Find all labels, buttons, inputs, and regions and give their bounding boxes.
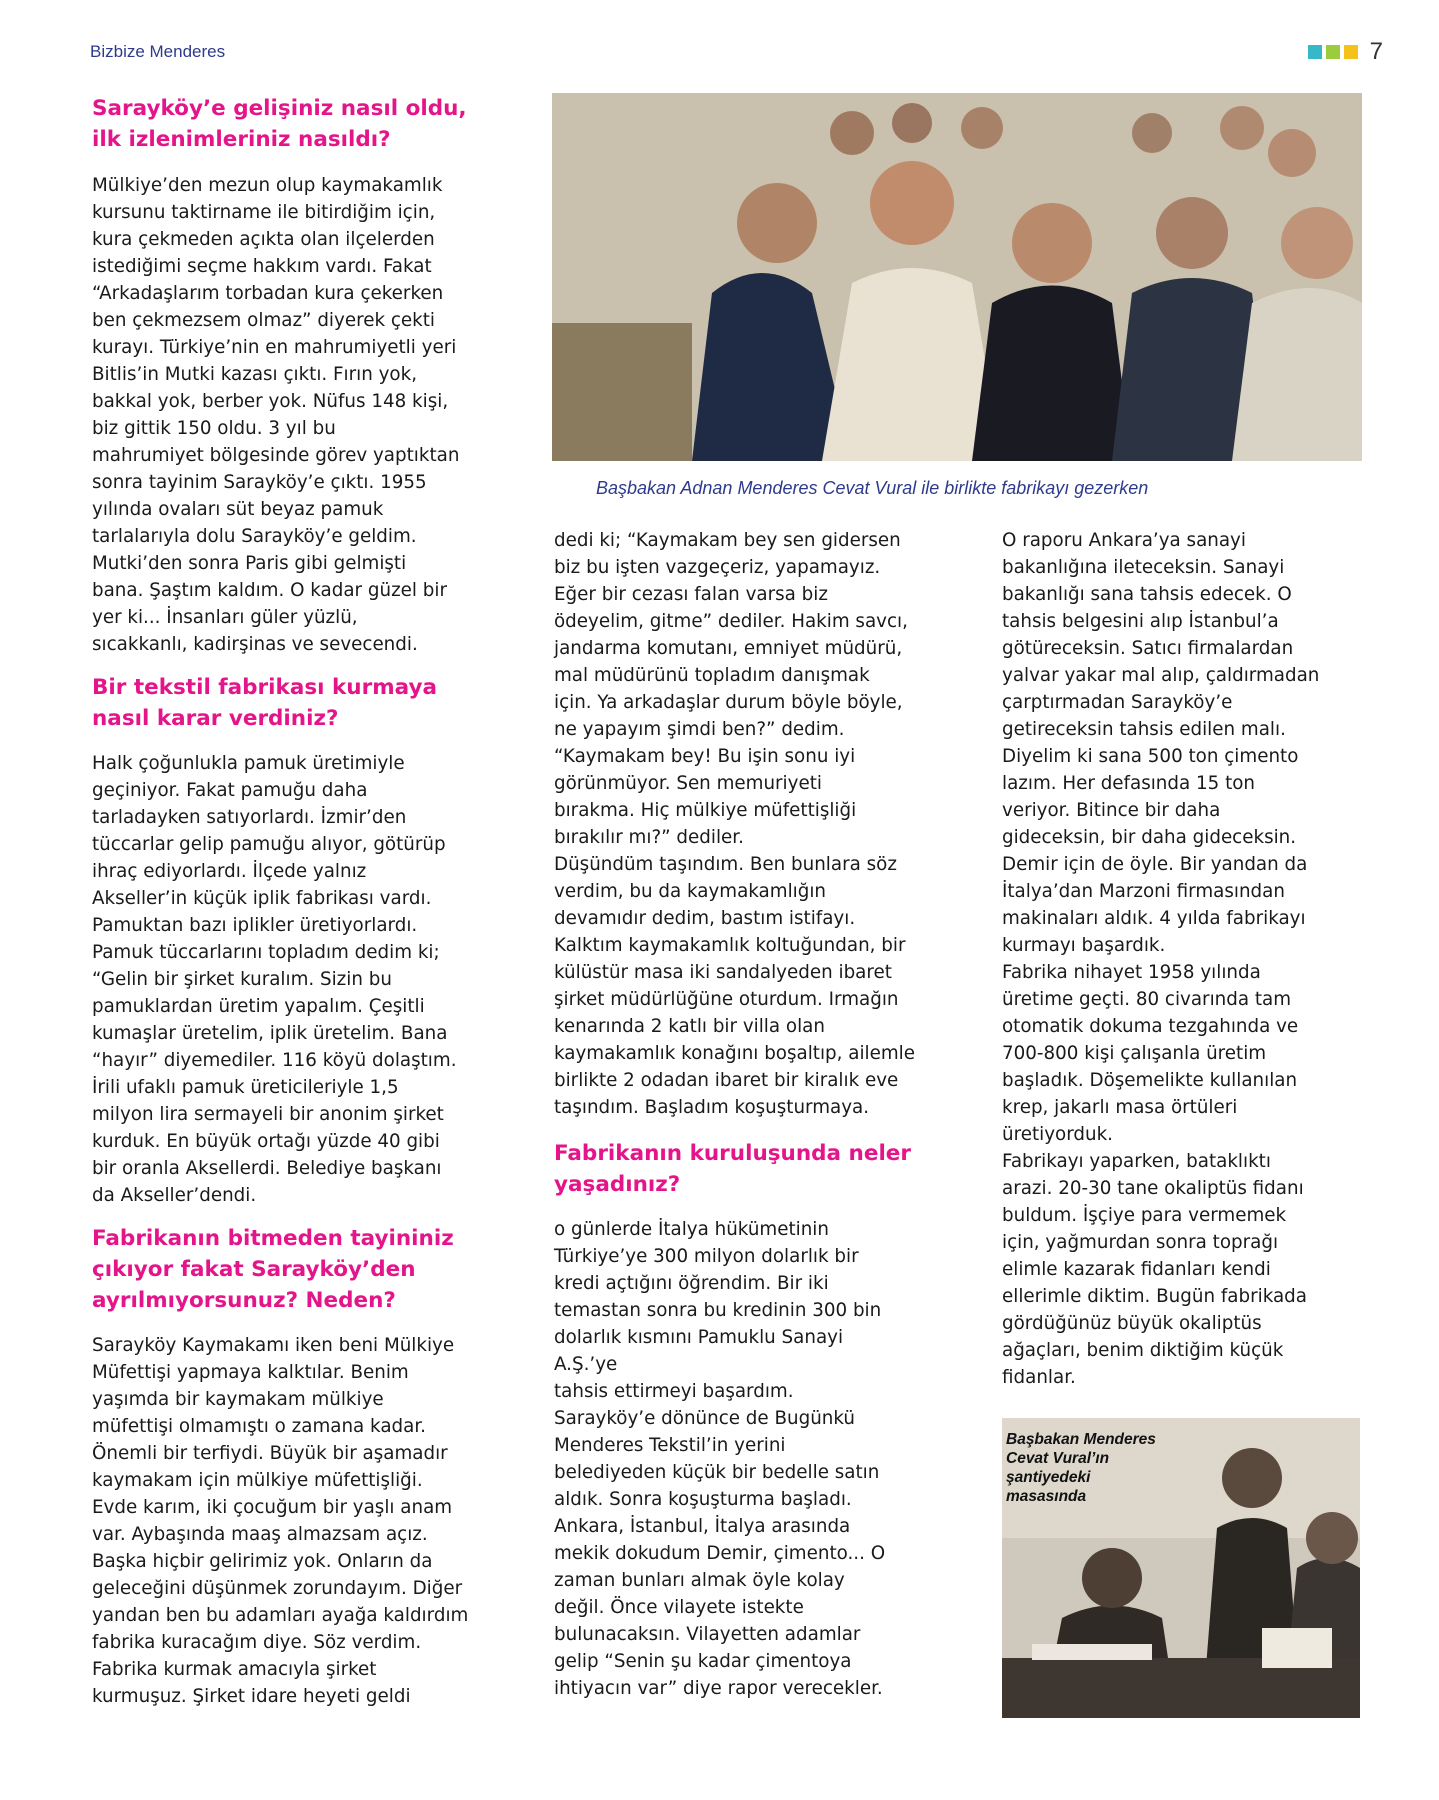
question-heading-4: Fabrikanın kuruluşunda neler yaşadınız? — [554, 1141, 911, 1197]
teal-square-icon — [1308, 45, 1322, 59]
photo-caption-2: Başbakan Menderes Cevat Vural’ın şantiyedeki masasında — [1006, 1431, 1156, 1505]
page-number: 7 — [1369, 38, 1383, 65]
question-heading-1: Sarayköy’e gelişiniz nasıl oldu, ilk izlenimleriniz nasıldı? — [92, 96, 467, 152]
column-2 — [554, 527, 959, 1702]
group-of-men-illustration — [552, 93, 1362, 461]
answer-1: Mülkiye’den mezun olup kaymakamlık kursunu taktirname ile bitirdiğim için, kura çekmeden açıkta olan ilçelerden istediğimi seçme hakkım vardı. Fakat “Arkadaşlarım torbadan kura çekerken ben çekmezsem olmaz” diyerek çekti kurayı. Türkiye’nin en mahrumiyetli yeri Bitlis’in Mutki kazası çıktı. Fırın yok, bakkal yok, berber yok. Nüfus 148 kişi, biz gittik 150 oldu. 3 yıl bu mahrumiyet bölgesinde görev yaptıktan sonra tayinim Sarayköy’e çıktı. 1955 yılında ovaları süt beyaz pamuk tarlalarıyla dolu Sarayköy’e geldim. Mutki’den sonra Paris gibi gelmişti bana. Şaştım kaldım. O kadar güzel bir yer ki... İnsanları güler yüzlü, sıcakkanlı, kadirşinas ve sevecendi. — [92, 175, 460, 655]
photo-caption-1: Başbakan Adnan Menderes Cevat Vural ile birlikte fabrikayı gezerken — [596, 478, 1149, 498]
photo-menderes-factory-visit — [552, 93, 1362, 461]
answer-3-continued: dedi ki; “Kaymakam bey sen gidersen biz bu işten vazgeçeriz, yapamayız. Eğer bir cezası falan varsa biz ödeyelim, gitme” dediler. Hakim savcı, jandarma komutanı, emniyet müdürü, mal müdürünü topladım danışmak için. Ya arkadaşlar durum böyle böyle, ne yapayım şimdi ben?” dedim. “Kaymakam bey! Bu işin sonu iyi görünmüyor. Sen memuriyeti bırakma. Hiç mülkiye müfettişliği bırakılır mı?” dediler. Düşündüm taşındım. Ben bunlara söz verdim, bu da kaymakamlığın devamıdır dedim, bastım istifayı. Kalktım kaymakamlık koltuğundan, bir külüstür masa iki sandalyeden ibaret şirket müdürlüğüne oturdum. Irmağın kenarında 2 katlı bir villa olan kaymakamlık konağını boşaltıp, ailemle birlikte 2 odadan ibaret bir kiralık eve taşındım. Başladım koşuşturmaya. — [554, 530, 916, 1118]
answer-4-continued: O raporu Ankara’ya sanayi bakanlığına ileteceksin. Sanayi bakanlığı sana tahsis edecek. O tahsis belgesini alıp İstanbul’a götüreceksin. Satıcı firmalardan yalvar yakar mal alıp, çaldırmadan çarptırmadan Sarayköy’e getireceksin tahsis edilen malı. Diyelim ki sana 500 ton çimento lazım. Her defasında 15 ton veriyor. Bitince bir daha gideceksin, bir daha gideceksin. Demir için de öyle. Bir yandan da İtalya’dan Marzoni firmasından makinaları aldık. 4 yılda fabrikayı kurmayı başardık. Fabrika nihayet 1958 yılında üretime geçti. 80 civarında tam otomatik dokuma tezgahında ve 700-800 kişi çalışanla üretim başladık. Döşemelikte kullanılan krep, jakarlı masa örtüleri üretiyorduk. Fabrikayı yaparken, bataklıktı arazi. 20-30 tane okaliptüs fidanı buldum. İşçiye para vermemek için, yağmurdan sonra toprağı elimle kazarak fidanları kendi ellerimle diktim. Bugün fabrikada gördüğünüz büyük okaliptüs ağaçları, benim diktiğim küçük fidanlar. — [1002, 530, 1320, 1388]
header-decor — [1308, 38, 1383, 66]
yellow-square-icon — [1344, 45, 1358, 59]
question-heading-3: Fabrikanın bitmeden tayininiz çıkıyor fakat Sarayköy’den ayrılmıyorsunuz? Neden? — [92, 1226, 454, 1313]
answer-4: o günlerde İtalya hükümetinin Türkiye’ye 300 milyon dolarlık bir kredi açtığını öğrendim. Bir iki temastan sonra bu kredinin 300 bin dolarlık kısmını Pamuklu Sanayi A.Ş.’ye tahsis ettirmeyi başardım. Sarayköy’e dönünce de Bugünkü Menderes Tekstil’in yerini belediyeden küçük bir bedelle satın aldık. Sonra koşuşturma başladı. Ankara, İstanbul, İtalya arasında mekik dokudum Demir, çimento... O zaman bunları almak öyle kolay değil. Önce vilayete istekte bulunacaksın. Vilayetten adamlar gelip “Senin şu kadar çimentoya ihtiyacın var” diye rapor verecekler. — [554, 1219, 886, 1699]
question-heading-2: Bir tekstil fabrikası kurmaya nasıl karar verdiniz? — [92, 675, 437, 731]
column-1 — [92, 93, 532, 1710]
answer-3: Sarayköy Kaymakamı iken beni Mülkiye Müfettişi yapmaya kalktılar. Benim yaşımda bir kaymakam mülkiye müfettişi olmamıştı o zamana kadar. Önemli bir terfiydi. Büyük bir aşamadır kaymakam için mülkiye müfettişliği. Evde karım, iki çocuğum bir yaşlı anam var. Aybaşında maaş almazsam açız. Başka hiçbir gelirimiz yok. Onların da geleceğini düşünmek zorundayım. Diğer yandan ben bu adamları ayağa kaldırdım fabrika kuracağım diye. Söz verdim. Fabrika kurmak amacıyla şirket kurmuşuz. Şirket idare heyeti geldi — [92, 1335, 469, 1707]
answer-2: Halk çoğunlukla pamuk üretimiyle geçiniyor. Fakat pamuğu daha tarladayken satıyorlardı. İzmir’den tüccarlar gelip pamuğu alıyor, götürüp ihraç ediyorlardı. İlçede yalnız Akseller’in küçük iplik fabrikası vardı. Pamuktan bazı iplikler üretiyorlardı. Pamuk tüccarlarını topladım dedim ki; “Gelin bir şirket kuralım. Sizin bu pamuklardan üretim yapalım. Çeşitli kumaşlar üretelim, iplik üretelim. Bana “hayır” diyemediler. 116 köyü dolaştım. İrili ufaklı pamuk üreticileriyle 1,5 milyon lira sermayeli bir anonim şirket kurduk. En büyük ortağı yüzde 40 gibi bir oranla Aksellerdi. Belediye başkanı da Akseller’dendi. — [92, 753, 457, 1206]
magazine-title: Bizbize Menderes — [90, 42, 226, 61]
column-3 — [1002, 527, 1372, 1391]
green-square-icon — [1326, 45, 1340, 59]
